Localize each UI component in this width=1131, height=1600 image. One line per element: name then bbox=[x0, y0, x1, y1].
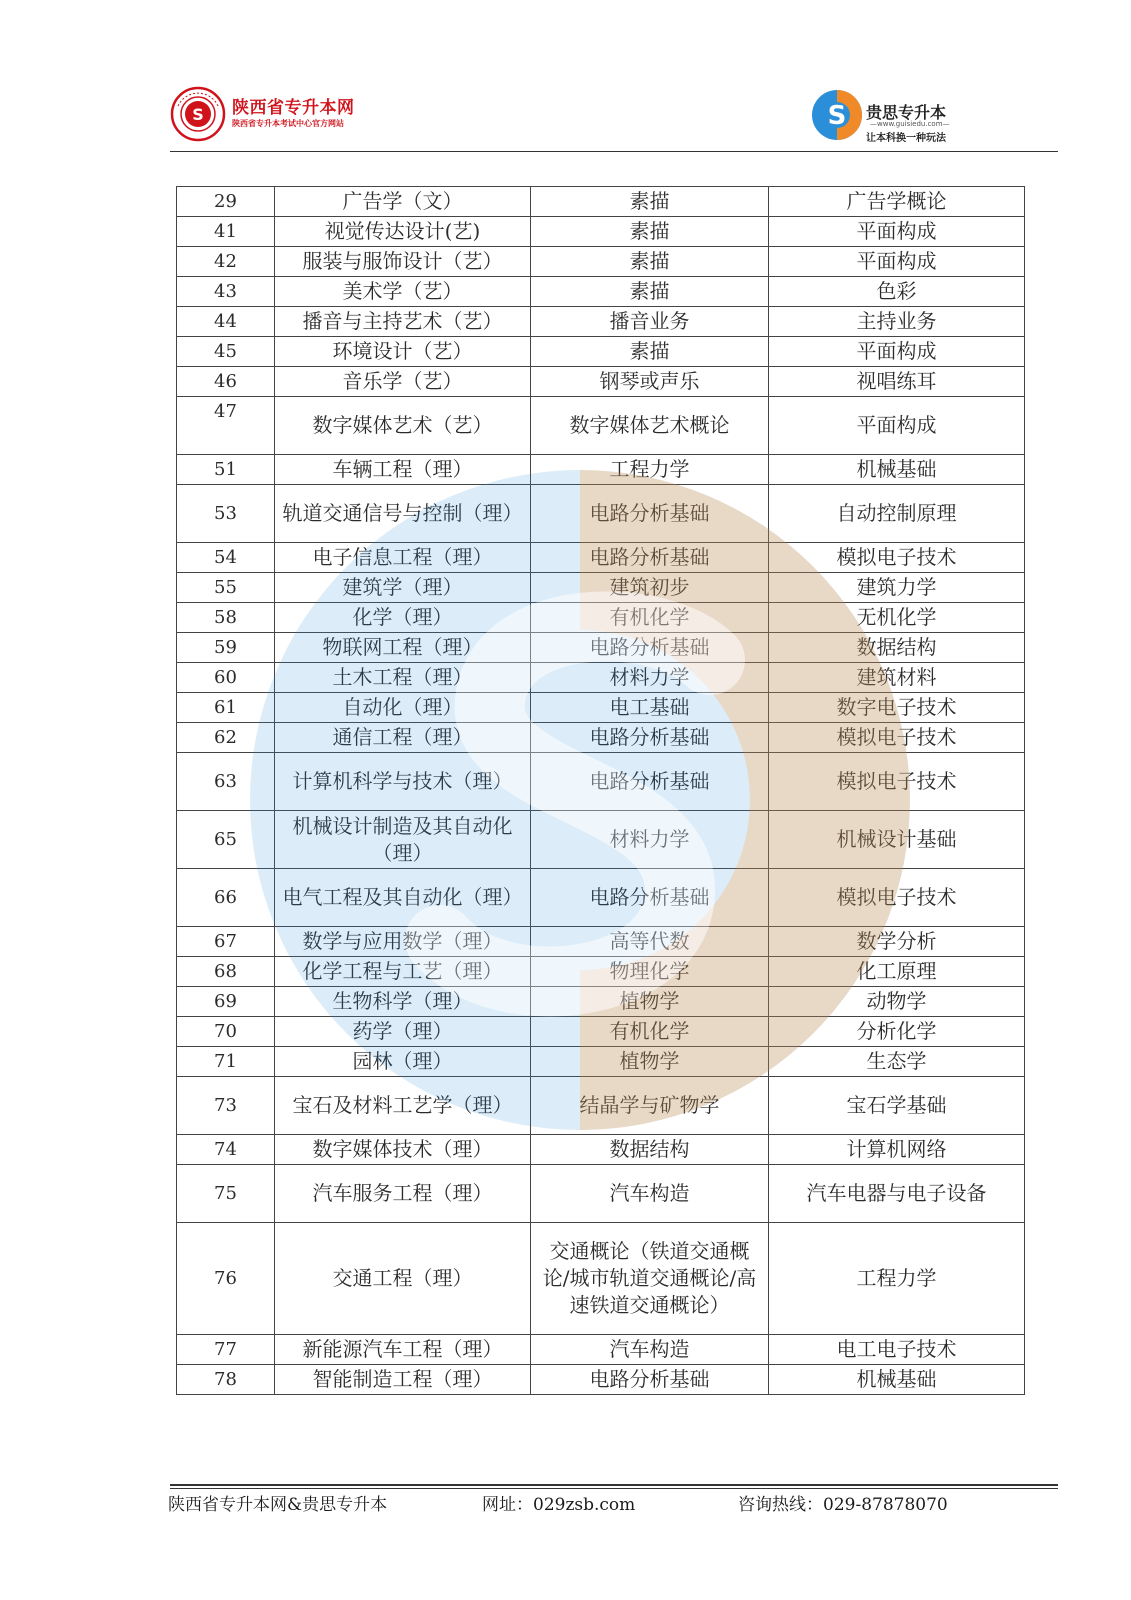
table-row bbox=[177, 1047, 1025, 1077]
major-name-cell: 计算机科学与技术（理） bbox=[275, 753, 531, 811]
svg-text:S: S bbox=[827, 101, 847, 131]
exam-subject-2-cell: 平面构成 bbox=[769, 337, 1025, 367]
table-row bbox=[177, 1365, 1025, 1395]
exam-subject-1-cell: 素描 bbox=[531, 337, 769, 367]
major-name-cell: 交通工程（理） bbox=[275, 1223, 531, 1335]
footer-divider-thin bbox=[170, 1488, 1058, 1489]
exam-subject-1-cell: 结晶学与矿物学 bbox=[531, 1077, 769, 1135]
exam-subject-2-cell: 生态学 bbox=[769, 1047, 1025, 1077]
major-number-cell: 29 bbox=[177, 187, 275, 217]
exam-subject-1-cell: 电路分析基础 bbox=[531, 753, 769, 811]
exam-subject-2-cell: 广告学概论 bbox=[769, 187, 1025, 217]
major-name-cell: 车辆工程（理） bbox=[275, 455, 531, 485]
exam-subject-1-cell: 材料力学 bbox=[531, 663, 769, 693]
exam-subject-2-cell: 模拟电子技术 bbox=[769, 723, 1025, 753]
exam-subject-2-cell: 工程力学 bbox=[769, 1223, 1025, 1335]
major-name-cell: 播音与主持艺术（艺） bbox=[275, 307, 531, 337]
table-row bbox=[177, 217, 1025, 247]
exam-subject-2-cell: 机械基础 bbox=[769, 455, 1025, 485]
major-number-cell: 43 bbox=[177, 277, 275, 307]
table-row bbox=[177, 1165, 1025, 1223]
exam-subject-1-cell: 建筑初步 bbox=[531, 573, 769, 603]
table-row bbox=[177, 367, 1025, 397]
major-name-cell: 机械设计制造及其自动化（理） bbox=[275, 811, 531, 869]
major-number-cell: 68 bbox=[177, 957, 275, 987]
major-name-cell: 数学与应用数学（理） bbox=[275, 927, 531, 957]
exam-subject-2-cell: 化工原理 bbox=[769, 957, 1025, 987]
red-seal-icon bbox=[170, 86, 226, 142]
major-number-cell: 73 bbox=[177, 1077, 275, 1135]
exam-subject-2-cell: 动物学 bbox=[769, 987, 1025, 1017]
exam-subject-1-cell: 工程力学 bbox=[531, 455, 769, 485]
major-name-cell: 轨道交通信号与控制（理） bbox=[275, 485, 531, 543]
exam-subject-1-cell: 素描 bbox=[531, 187, 769, 217]
major-number-cell: 41 bbox=[177, 217, 275, 247]
table-row bbox=[177, 663, 1025, 693]
exam-subject-1-cell: 材料力学 bbox=[531, 811, 769, 869]
right-logo-title: 贵思专升本 bbox=[866, 103, 947, 122]
exam-subject-2-cell: 数据结构 bbox=[769, 633, 1025, 663]
major-name-cell: 园林（理） bbox=[275, 1047, 531, 1077]
major-number-cell: 42 bbox=[177, 247, 275, 277]
exam-subject-2-cell: 视唱练耳 bbox=[769, 367, 1025, 397]
footer-website[interactable]: 网址：029zsb.com bbox=[482, 1495, 636, 1515]
major-name-cell: 汽车服务工程（理） bbox=[275, 1165, 531, 1223]
major-name-cell: 化学（理） bbox=[275, 603, 531, 633]
table-row bbox=[177, 957, 1025, 987]
table-row bbox=[177, 927, 1025, 957]
right-logo-slogan: 让本科换一种玩法 bbox=[866, 133, 946, 144]
exam-subject-2-cell: 无机化学 bbox=[769, 603, 1025, 633]
table-row bbox=[177, 1017, 1025, 1047]
exam-subject-1-cell: 电路分析基础 bbox=[531, 869, 769, 927]
major-number-cell: 58 bbox=[177, 603, 275, 633]
exam-subject-2-cell: 宝石学基础 bbox=[769, 1077, 1025, 1135]
major-name-cell: 环境设计（艺） bbox=[275, 337, 531, 367]
table-row bbox=[177, 455, 1025, 485]
exam-subject-1-cell: 电路分析基础 bbox=[531, 633, 769, 663]
major-number-cell: 70 bbox=[177, 1017, 275, 1047]
page-header bbox=[170, 82, 1058, 154]
major-name-cell: 电气工程及其自动化（理） bbox=[275, 869, 531, 927]
table-row bbox=[177, 573, 1025, 603]
exam-subject-2-cell: 建筑材料 bbox=[769, 663, 1025, 693]
exam-subject-1-cell: 植物学 bbox=[531, 987, 769, 1017]
major-number-cell: 63 bbox=[177, 753, 275, 811]
exam-subject-1-cell: 电路分析基础 bbox=[531, 723, 769, 753]
exam-subject-2-cell: 自动控制原理 bbox=[769, 485, 1025, 543]
major-name-cell: 数字媒体艺术（艺） bbox=[275, 397, 531, 455]
table-row bbox=[177, 397, 1025, 455]
table-row bbox=[177, 693, 1025, 723]
major-number-cell: 74 bbox=[177, 1135, 275, 1165]
exam-subject-2-cell: 平面构成 bbox=[769, 397, 1025, 455]
exam-subject-1-cell: 素描 bbox=[531, 277, 769, 307]
major-name-cell: 数字媒体技术（理） bbox=[275, 1135, 531, 1165]
exam-subject-1-cell: 钢琴或声乐 bbox=[531, 367, 769, 397]
header-divider bbox=[170, 151, 1058, 152]
table-row bbox=[177, 543, 1025, 573]
table-row bbox=[177, 633, 1025, 663]
major-name-cell: 药学（理） bbox=[275, 1017, 531, 1047]
footer-hotline[interactable]: 咨询热线：029-87878070 bbox=[738, 1495, 948, 1515]
exam-subject-1-cell: 素描 bbox=[531, 247, 769, 277]
exam-subject-2-cell: 数字电子技术 bbox=[769, 693, 1025, 723]
guisi-zsb-logo[interactable] bbox=[810, 88, 1010, 148]
table-row bbox=[177, 603, 1025, 633]
major-name-cell: 美术学（艺） bbox=[275, 277, 531, 307]
major-name-cell: 电子信息工程（理） bbox=[275, 543, 531, 573]
exam-subject-2-cell: 模拟电子技术 bbox=[769, 543, 1025, 573]
major-name-cell: 音乐学（艺） bbox=[275, 367, 531, 397]
major-number-cell: 67 bbox=[177, 927, 275, 957]
table-row bbox=[177, 987, 1025, 1017]
exam-subject-2-cell: 机械基础 bbox=[769, 1365, 1025, 1395]
major-name-cell: 视觉传达设计(艺) bbox=[275, 217, 531, 247]
major-number-cell: 69 bbox=[177, 987, 275, 1017]
exam-subject-1-cell: 电路分析基础 bbox=[531, 485, 769, 543]
table-row bbox=[177, 1335, 1025, 1365]
exam-subject-1-cell: 有机化学 bbox=[531, 603, 769, 633]
major-number-cell: 60 bbox=[177, 663, 275, 693]
major-number-cell: 62 bbox=[177, 723, 275, 753]
major-name-cell: 服装与服饰设计（艺） bbox=[275, 247, 531, 277]
left-logo-title: 陕西省专升本网 bbox=[232, 98, 355, 118]
table-row bbox=[177, 1077, 1025, 1135]
table-row bbox=[177, 1223, 1025, 1335]
exam-subject-2-cell: 汽车电器与电子设备 bbox=[769, 1165, 1025, 1223]
table-row bbox=[177, 1135, 1025, 1165]
exam-subject-2-cell: 机械设计基础 bbox=[769, 811, 1025, 869]
exam-subject-2-cell: 分析化学 bbox=[769, 1017, 1025, 1047]
exam-subject-1-cell: 数据结构 bbox=[531, 1135, 769, 1165]
major-name-cell: 土木工程（理） bbox=[275, 663, 531, 693]
shaanxi-zsb-logo[interactable] bbox=[170, 82, 430, 146]
exam-subject-1-cell: 高等代数 bbox=[531, 927, 769, 957]
major-name-cell: 通信工程（理） bbox=[275, 723, 531, 753]
table-row bbox=[177, 277, 1025, 307]
footer-divider-thick bbox=[170, 1484, 1058, 1486]
major-name-cell: 生物科学（理） bbox=[275, 987, 531, 1017]
table-row bbox=[177, 337, 1025, 367]
major-number-cell: 54 bbox=[177, 543, 275, 573]
table-row bbox=[177, 187, 1025, 217]
table-row bbox=[177, 723, 1025, 753]
major-name-cell: 物联网工程（理） bbox=[275, 633, 531, 663]
major-number-cell: 76 bbox=[177, 1223, 275, 1335]
svg-text:S: S bbox=[192, 105, 204, 124]
right-logo-url: —www.guisiedu.com— bbox=[870, 120, 950, 128]
major-number-cell: 75 bbox=[177, 1165, 275, 1223]
exam-subject-2-cell: 平面构成 bbox=[769, 247, 1025, 277]
left-logo-subtitle: 陕西省专升本考试中心官方网站 bbox=[232, 119, 344, 128]
exam-subject-1-cell: 素描 bbox=[531, 217, 769, 247]
exam-subject-2-cell: 电工电子技术 bbox=[769, 1335, 1025, 1365]
major-number-cell: 46 bbox=[177, 367, 275, 397]
exam-subject-2-cell: 模拟电子技术 bbox=[769, 869, 1025, 927]
major-name-cell: 新能源汽车工程（理） bbox=[275, 1335, 531, 1365]
major-name-cell: 化学工程与工艺（理） bbox=[275, 957, 531, 987]
exam-subject-1-cell: 汽车构造 bbox=[531, 1165, 769, 1223]
exam-subject-1-cell: 数字媒体艺术概论 bbox=[531, 397, 769, 455]
major-number-cell: 51 bbox=[177, 455, 275, 485]
footer-site-name: 陕西省专升本网&贵思专升本 bbox=[168, 1495, 388, 1515]
major-number-cell: 78 bbox=[177, 1365, 275, 1395]
exam-subject-1-cell: 汽车构造 bbox=[531, 1335, 769, 1365]
major-name-cell: 广告学（文） bbox=[275, 187, 531, 217]
major-name-cell: 宝石及材料工艺学（理） bbox=[275, 1077, 531, 1135]
exam-subject-1-cell: 有机化学 bbox=[531, 1017, 769, 1047]
table-row bbox=[177, 307, 1025, 337]
exam-subject-2-cell: 平面构成 bbox=[769, 217, 1025, 247]
table-row bbox=[177, 753, 1025, 811]
major-name-cell: 自动化（理） bbox=[275, 693, 531, 723]
major-name-cell: 建筑学（理） bbox=[275, 573, 531, 603]
exam-subject-2-cell: 计算机网络 bbox=[769, 1135, 1025, 1165]
exam-subject-1-cell: 播音业务 bbox=[531, 307, 769, 337]
table-row bbox=[177, 811, 1025, 869]
guisi-s-icon bbox=[810, 88, 864, 142]
major-number-cell: 65 bbox=[177, 811, 275, 869]
major-number-cell: 61 bbox=[177, 693, 275, 723]
major-number-cell: 66 bbox=[177, 869, 275, 927]
major-number-cell: 77 bbox=[177, 1335, 275, 1365]
major-number-cell: 53 bbox=[177, 485, 275, 543]
exam-subject-1-cell: 物理化学 bbox=[531, 957, 769, 987]
major-number-cell: 59 bbox=[177, 633, 275, 663]
exam-subject-2-cell: 主持业务 bbox=[769, 307, 1025, 337]
major-number-cell: 47 bbox=[177, 397, 275, 455]
major-name-cell: 智能制造工程（理） bbox=[275, 1365, 531, 1395]
exam-subject-1-cell: 电工基础 bbox=[531, 693, 769, 723]
major-number-cell: 44 bbox=[177, 307, 275, 337]
exam-subject-1-cell: 电路分析基础 bbox=[531, 543, 769, 573]
exam-subject-1-cell: 电路分析基础 bbox=[531, 1365, 769, 1395]
exam-subject-2-cell: 建筑力学 bbox=[769, 573, 1025, 603]
exam-subject-2-cell: 色彩 bbox=[769, 277, 1025, 307]
major-exam-subject-table bbox=[176, 186, 1025, 1395]
table-row bbox=[177, 247, 1025, 277]
exam-subject-1-cell: 植物学 bbox=[531, 1047, 769, 1077]
exam-subject-2-cell: 数学分析 bbox=[769, 927, 1025, 957]
table-row bbox=[177, 485, 1025, 543]
exam-subject-2-cell: 模拟电子技术 bbox=[769, 753, 1025, 811]
major-number-cell: 55 bbox=[177, 573, 275, 603]
table-body bbox=[177, 187, 1025, 1395]
major-number-cell: 71 bbox=[177, 1047, 275, 1077]
exam-subject-1-cell: 交通概论（铁道交通概论/城市轨道交通概论/高速铁道交通概论） bbox=[531, 1223, 769, 1335]
major-number-cell: 45 bbox=[177, 337, 275, 367]
table-row bbox=[177, 869, 1025, 927]
